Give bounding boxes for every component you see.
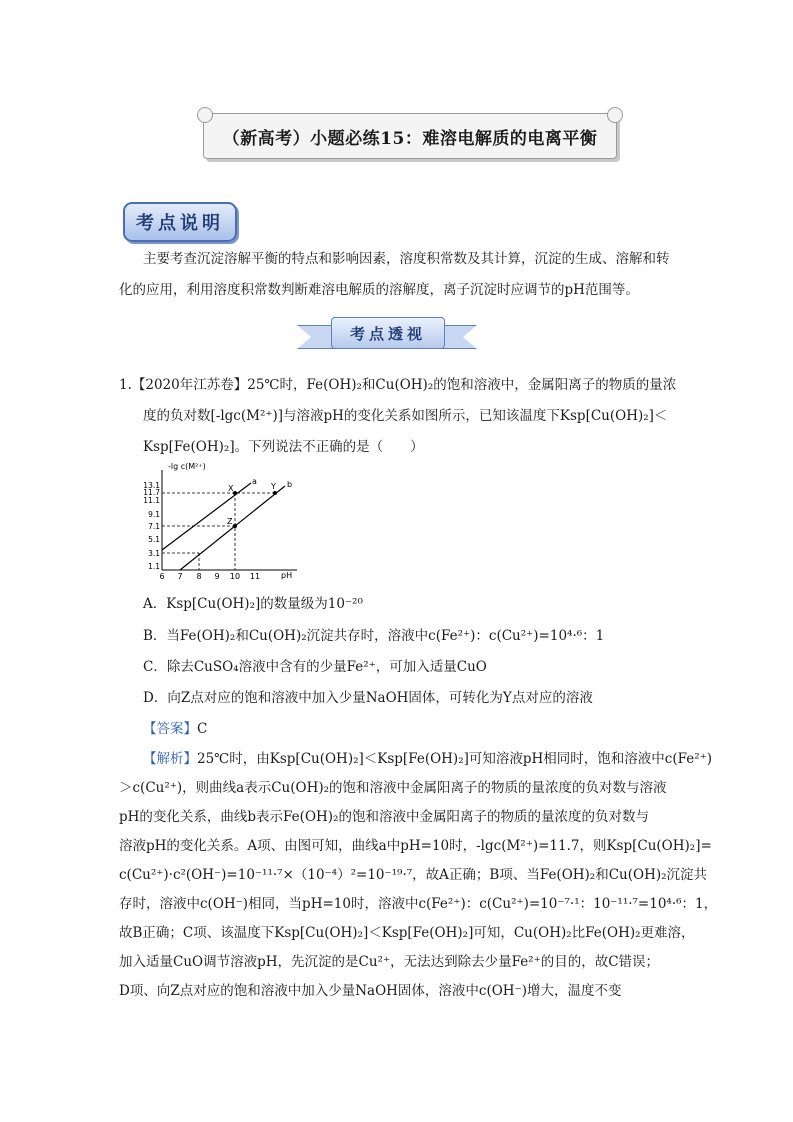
point-z-marker [233, 524, 237, 528]
x-tick: 9 [214, 572, 220, 581]
explanation-line: 故B正确；C项、该温度下Ksp[Cu(OH)₂]＜Ksp[Fe(OH)₂]可知，Cu(OH)₂比Fe(OH)₂更难溶， [119, 925, 695, 941]
solubility-figure [135, 458, 305, 584]
x-tick: 10 [229, 572, 241, 581]
y-tick: 9.1 [148, 510, 160, 519]
title-banner [203, 113, 617, 159]
figure-y-label: -lg c(M²⁺) [168, 462, 206, 471]
explanation-line: 25℃时，由Ksp[Cu(OH)₂]＜Ksp[Fe(OH)₂]可知溶液pH相同时，饱和溶液中c(Fe²⁺) [197, 751, 713, 767]
section-badge-kaodian-shuoming [123, 202, 237, 242]
explanation-block [119, 745, 718, 1006]
point-x-label: X [228, 484, 234, 493]
answer-tag: 【答案】 [143, 721, 197, 737]
explanation-tag: 【解析】 [143, 751, 197, 767]
point-y-marker [273, 491, 277, 495]
ribbon-label: 考点透视 [349, 324, 426, 343]
y-tick: 7.1 [148, 522, 160, 531]
ribbon-center [331, 317, 445, 349]
curve-b-label: b [287, 480, 293, 489]
y-tick: 11.7 [143, 488, 160, 497]
explanation-line: ＞c(Cu²⁺)，则曲线a表示Cu(OH)₂的饱和溶液中金属阳离子的物质的量浓度的负对数与溶液 [119, 780, 667, 796]
question-line-2: 度的负对数[-lgc(M²⁺)]与溶液pH的变化关系如图所示，已知该温度下Ksp[Cu(OH)₂]＜ [143, 408, 668, 424]
option-d: D．向Z点对应的饱和溶液中加入少量NaOH固体，可转化为Y点对应的溶液 [143, 690, 593, 706]
explanation-line: c(Cu²⁺)·c²(OH⁻)=10⁻¹¹·⁷×（10⁻⁴）²=10⁻¹⁹·⁷，故A正确；B项、当Fe(OH)₂和Cu(OH)₂沉淀共 [119, 867, 708, 883]
x-tick: 6 [159, 572, 165, 581]
question-line-3: Ksp[Fe(OH)₂]。下列说法不正确的是（ ） [143, 439, 424, 455]
question-line-1: 1.【2020年江苏卷】25℃时，Fe(OH)₂和Cu(OH)₂的饱和溶液中，金属阳离子的物质的量浓 [119, 377, 677, 393]
curve-a-label: a [252, 477, 257, 486]
section-intro-text: 主要考查沉淀溶解平衡的特点和影响因素，溶度积常数及其计算，沉淀的生成、溶解和转化的应用，利用溶度积常数判断难溶电解质的溶解度，离子沉淀时应调节的pH范围等。 [119, 251, 670, 298]
option-b: B．当Fe(OH)₂和Cu(OH)₂沉淀共存时，溶液中c(Fe²⁺)：c(Cu²⁺)=10⁴·⁶：1 [143, 628, 605, 644]
x-tick: 11 [249, 572, 261, 581]
answer-row [143, 717, 207, 737]
explanation-line: pH的变化关系，曲线b表示Fe(OH)₂的饱和溶液中金属阳离子的物质的量浓度的负对数与 [119, 809, 649, 825]
point-z-label: Z [227, 517, 233, 526]
x-tick: 8 [196, 572, 202, 581]
explanation-line: 存时，溶液中c(OH⁻)相同，当pH=10时，溶液中c(Fe²⁺)：c(Cu²⁺)=10⁻⁷·¹：10⁻¹¹·⁷=10⁴·⁶：1， [119, 896, 718, 912]
option-c: C．除去CuSO₄溶液中含有的少量Fe²⁺，可加入适量CuO [143, 659, 487, 675]
figure-x-label: pH [281, 571, 293, 580]
explanation-line: 加入适量CuO调节溶液pH，先沉淀的是Cu²⁺，无法达到除去少量Fe²⁺的目的，故C错误； [119, 954, 660, 970]
y-tick: 11.1 [143, 496, 160, 505]
y-tick: 1.1 [148, 562, 160, 571]
explanation-line: D项、向Z点对应的饱和溶液中加入少量NaOH固体，溶液中c(OH⁻)增大，温度不变 [119, 983, 622, 999]
page-title: （新高考）小题必练15：难溶电解质的电离平衡 [222, 128, 598, 149]
y-tick: 3.1 [148, 549, 160, 558]
section-ribbon-kaodian-toushi [297, 317, 477, 351]
point-x-marker [233, 491, 237, 495]
point-y-label: Y [271, 482, 276, 491]
answer-value: C [197, 721, 208, 737]
y-tick: 13.1 [143, 481, 160, 490]
x-tick: 7 [177, 572, 183, 581]
option-a: A．Ksp[Cu(OH)₂]的数量级为10⁻²⁰ [143, 596, 363, 612]
curve-a [162, 483, 251, 550]
curve-b [180, 486, 285, 570]
section-badge-label: 考点说明 [136, 213, 224, 234]
explanation-line: 溶液pH的变化关系。A项、由图可知，曲线a中pH=10时，-lgc(M²⁺)=11.7，则Ksp[Cu(OH)₂]= [119, 838, 712, 854]
y-tick: 5.1 [148, 535, 160, 544]
